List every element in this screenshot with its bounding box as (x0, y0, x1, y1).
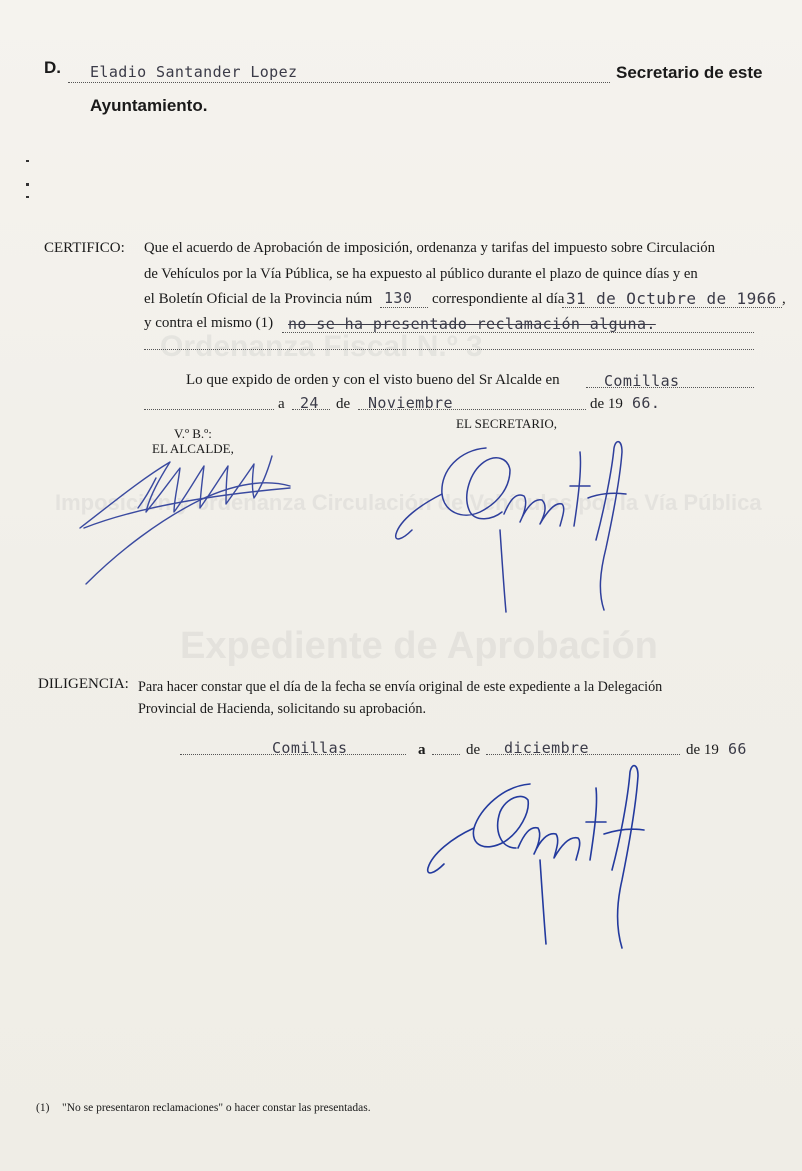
certifico-line-3c: , (782, 291, 786, 307)
diligencia-line-1: Para hacer constar que el día de la fecha se envía original de este expediente a la Delegación (138, 679, 663, 695)
boletin-number: 130 (384, 289, 413, 307)
secretary-role: Secretario de este (616, 63, 763, 82)
certifico-line-1: Que el acuerdo de Aprobación de imposición, ordenanza y tarifas del impuesto sobre Circulación (144, 240, 715, 256)
footnote-number: (1) (36, 1102, 50, 1114)
certifico-line-4a: y contra el mismo (1) (144, 315, 274, 331)
ghost-imposicion: Imposición y ordenanza Circulación de Vehículos por la Vía Pública (55, 490, 762, 515)
expido-a: a (278, 396, 285, 412)
certifico-line-3a: el Boletín Oficial de la Provincia núm (144, 291, 373, 307)
alcalde-label: EL ALCALDE, (152, 441, 234, 456)
certifico-line-3b: correspondiente al día (432, 291, 565, 307)
vb-label: V.º B.º: (174, 426, 212, 441)
expido-year: 66. (632, 394, 661, 412)
ghost-ordenanza: Ordenanza Fiscal N.º 3 (160, 330, 483, 363)
expido-de-year: de 19 (590, 396, 623, 412)
secretario-label: EL SECRETARIO, (456, 416, 558, 431)
diligencia-de: de (466, 742, 481, 758)
institution: Ayuntamiento. (90, 96, 208, 115)
diligencia-a: a (418, 742, 426, 758)
expido-month: Noviembre (368, 394, 453, 412)
diligencia-year: 66 (728, 740, 747, 758)
expido-text: Lo que expido de orden y con el visto bueno del Sr Alcalde en (186, 372, 560, 388)
certifico-label: CERTIFICO: (44, 240, 125, 256)
expido-de: de (336, 396, 351, 412)
boletin-date: 31 de Octubre de 1966 (566, 289, 777, 308)
expido-day: 24 (300, 394, 319, 412)
diligencia-place: Comillas (272, 739, 348, 757)
diligencia-line-2: Provincial de Hacienda, solicitando su aprobación. (138, 701, 426, 717)
expido-place: Comillas (604, 372, 680, 390)
header-prefix: D. (44, 58, 61, 77)
diligencia-month: diciembre (504, 739, 589, 757)
diligencia-label: DILIGENCIA: (38, 676, 129, 692)
certifico-line-2: de Vehículos por la Vía Pública, se ha expuesto al público durante el plazo de quince días y en (144, 266, 698, 282)
secretary-name: Eladio Santander Lopez (90, 63, 298, 81)
reclamacion-text: no se ha presentado reclamación alguna. (288, 315, 656, 333)
footnote-text: "No se presentaron reclamaciones" o hacer constar las presentadas. (62, 1102, 371, 1114)
diligencia-de-year: de 19 (686, 742, 719, 758)
ghost-expediente: Expediente de Aprobación (180, 625, 658, 667)
